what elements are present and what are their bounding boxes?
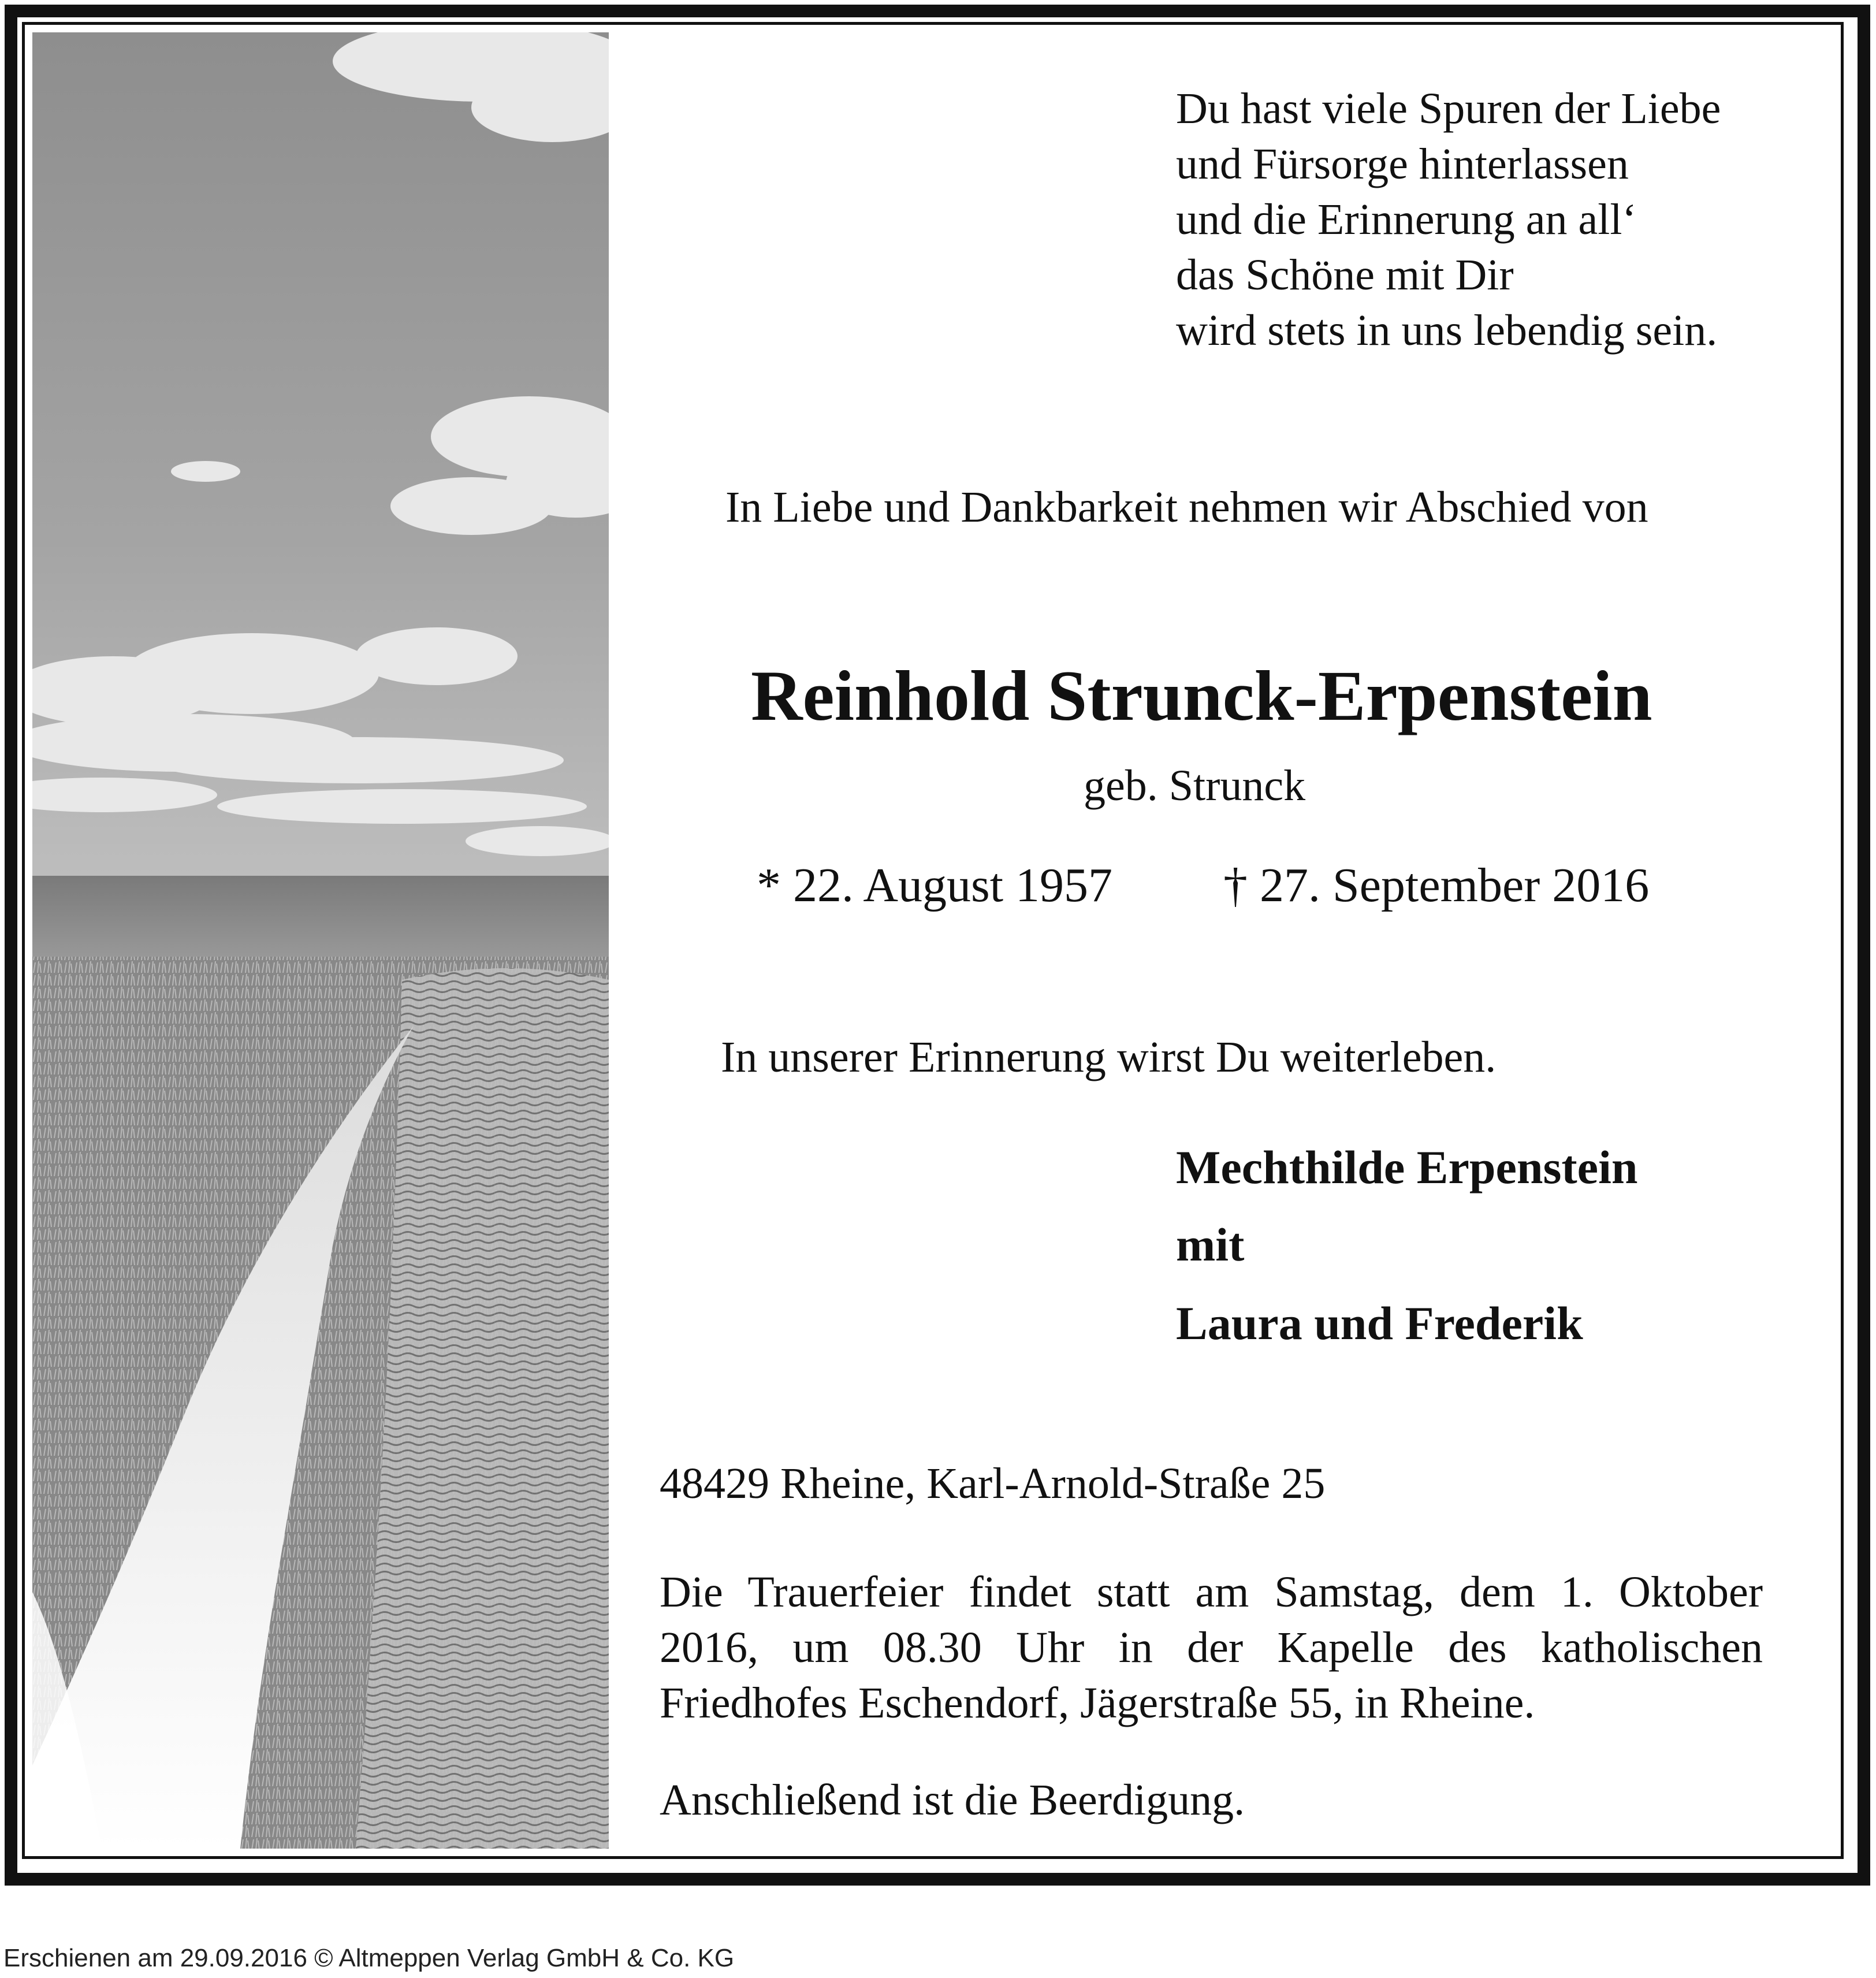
deceased-name: Reinhold Strunck-Erpenstein [751, 656, 1652, 735]
deceased-born-name: geb. Strunck [1084, 761, 1306, 810]
poem-line: und die Erinnerung an all‘ [1176, 195, 1637, 244]
landscape-photo [32, 32, 609, 1849]
ceremony-line: 2016, um 08.30 Uhr in der Kapelle des katholischen [660, 1623, 1763, 1672]
poem-line: wird stets in uns lebendig sein. [1176, 306, 1718, 355]
ceremony-line: Friedhofes Eschendorf, Jägerstraße 55, in Rheine. [660, 1679, 1535, 1727]
mourner-connector: mit [1176, 1218, 1245, 1271]
poem-line: Du hast viele Spuren der Liebe [1176, 84, 1721, 133]
poem [1176, 81, 1721, 358]
poem-line: und Fürsorge hinterlassen [1176, 140, 1629, 188]
ceremony-notice [660, 1564, 1763, 1731]
birth-date: * 22. August 1957 [757, 858, 1113, 912]
address: 48429 Rheine, Karl-Arnold-Straße 25 [660, 1459, 1326, 1508]
mourner-name: Laura und Frederik [1176, 1297, 1583, 1349]
farewell-text: In Liebe und Dankbarkeit nehmen wir Abschied von [725, 483, 1648, 531]
photo-sea [32, 876, 609, 962]
burial-text: Anschließend ist die Beerdigung. [660, 1776, 1245, 1824]
publication-footer: Erschienen am 29.09.2016 © Altmeppen Verlag GmbH & Co. KG [3, 1944, 735, 1972]
death-date: † 27. September 2016 [1223, 858, 1650, 912]
mourner-name: Mechthilde Erpenstein [1176, 1141, 1638, 1194]
memory-text: In unserer Erinnerung wirst Du weiterleben. [721, 1033, 1497, 1081]
ceremony-line: Die Trauerfeier findet statt am Samstag, dem 1. Oktober [660, 1568, 1763, 1616]
poem-line: das Schöne mit Dir [1176, 251, 1514, 299]
